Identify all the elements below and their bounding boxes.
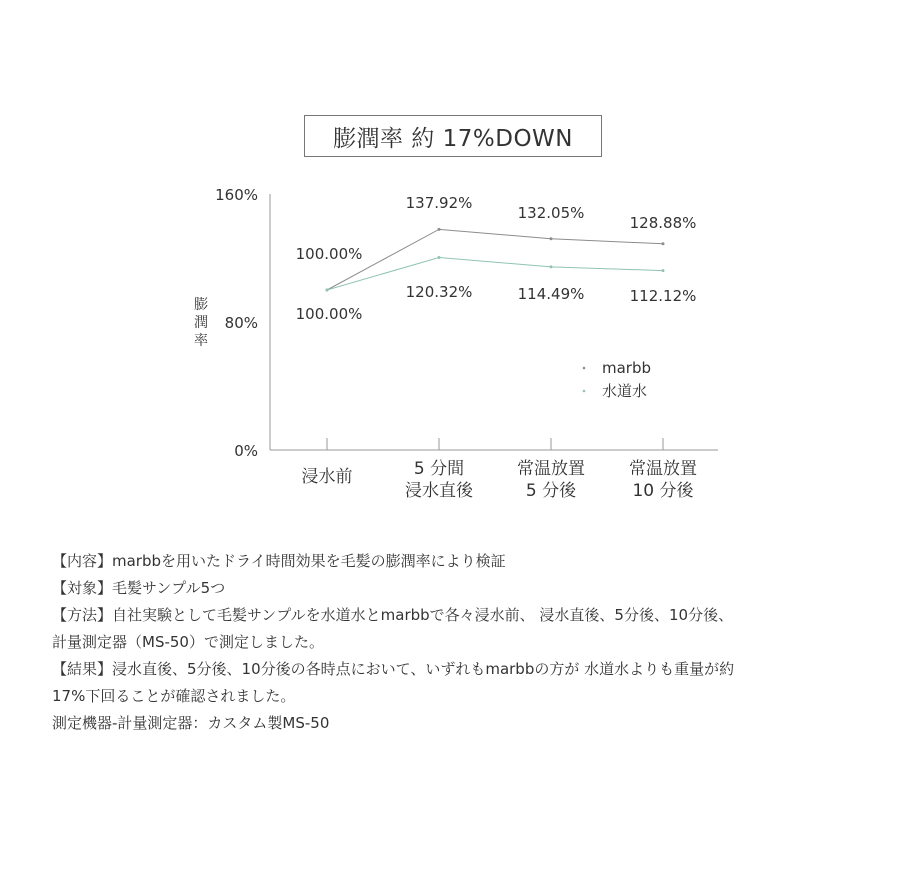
y-axis-label: 膨 潤 率 (194, 297, 208, 349)
notes-section (52, 548, 872, 737)
legend-marker (583, 367, 586, 370)
data-point (662, 269, 665, 272)
x-tick-label: 浸水前 (301, 467, 353, 487)
y-tick-label: 160% (215, 186, 258, 204)
note-target: 【対象】毛髪サンプル5つ (52, 579, 226, 597)
y-tick-label: 0% (234, 442, 258, 460)
data-label: 112.12% (629, 287, 697, 305)
note-device: 測定機器-計量測定器：カスタム製MS-50 (52, 714, 330, 732)
data-point (438, 228, 441, 231)
data-label: 128.88% (629, 214, 697, 232)
x-tick-label: 常温放置 (629, 459, 697, 479)
data-label: 137.92% (405, 194, 473, 212)
data-point (550, 265, 553, 268)
data-point (326, 289, 329, 292)
note-result: 【結果】浸水直後、5分後、10分後の各時点において、いずれもmarbbの方が 水道水よりも重量が約 (52, 660, 735, 678)
x-tick-label: 10 分後 (632, 481, 694, 501)
legend-label: 水道水 (602, 382, 648, 400)
data-label: 132.05% (517, 204, 585, 222)
note-result-cont: 17%下回ることが確認されました。 (52, 687, 296, 705)
data-label: 100.00% (295, 305, 363, 323)
data-label: 100.00% (295, 245, 363, 263)
data-point (662, 242, 665, 245)
note-method-cont: 計量測定器（MS-50）で測定しました。 (52, 633, 324, 651)
x-tick-label: 5 分後 (525, 481, 577, 501)
data-point (550, 237, 553, 240)
data-label: 114.49% (517, 285, 585, 303)
legend-label: marbb (602, 359, 652, 377)
data-label: 120.32% (405, 283, 473, 301)
note-content: 【内容】marbbを用いたドライ時間効果を毛髪の膨潤率により検証 (52, 552, 506, 570)
data-point (438, 256, 441, 259)
note-method: 【方法】自社実験として毛髪サンプルを水道水とmarbbで各々浸水前、 浸水直後、5分後、10分後、 (52, 606, 734, 624)
series-line-0 (327, 229, 663, 290)
y-tick-label: 80% (224, 314, 258, 332)
x-tick-label: 5 分間 (413, 459, 465, 479)
legend-marker (583, 390, 586, 393)
x-tick-label: 常温放置 (517, 459, 585, 479)
chart-title: 膨潤率 約 17%DOWN (304, 115, 602, 157)
x-tick-label: 浸水直後 (405, 481, 473, 501)
